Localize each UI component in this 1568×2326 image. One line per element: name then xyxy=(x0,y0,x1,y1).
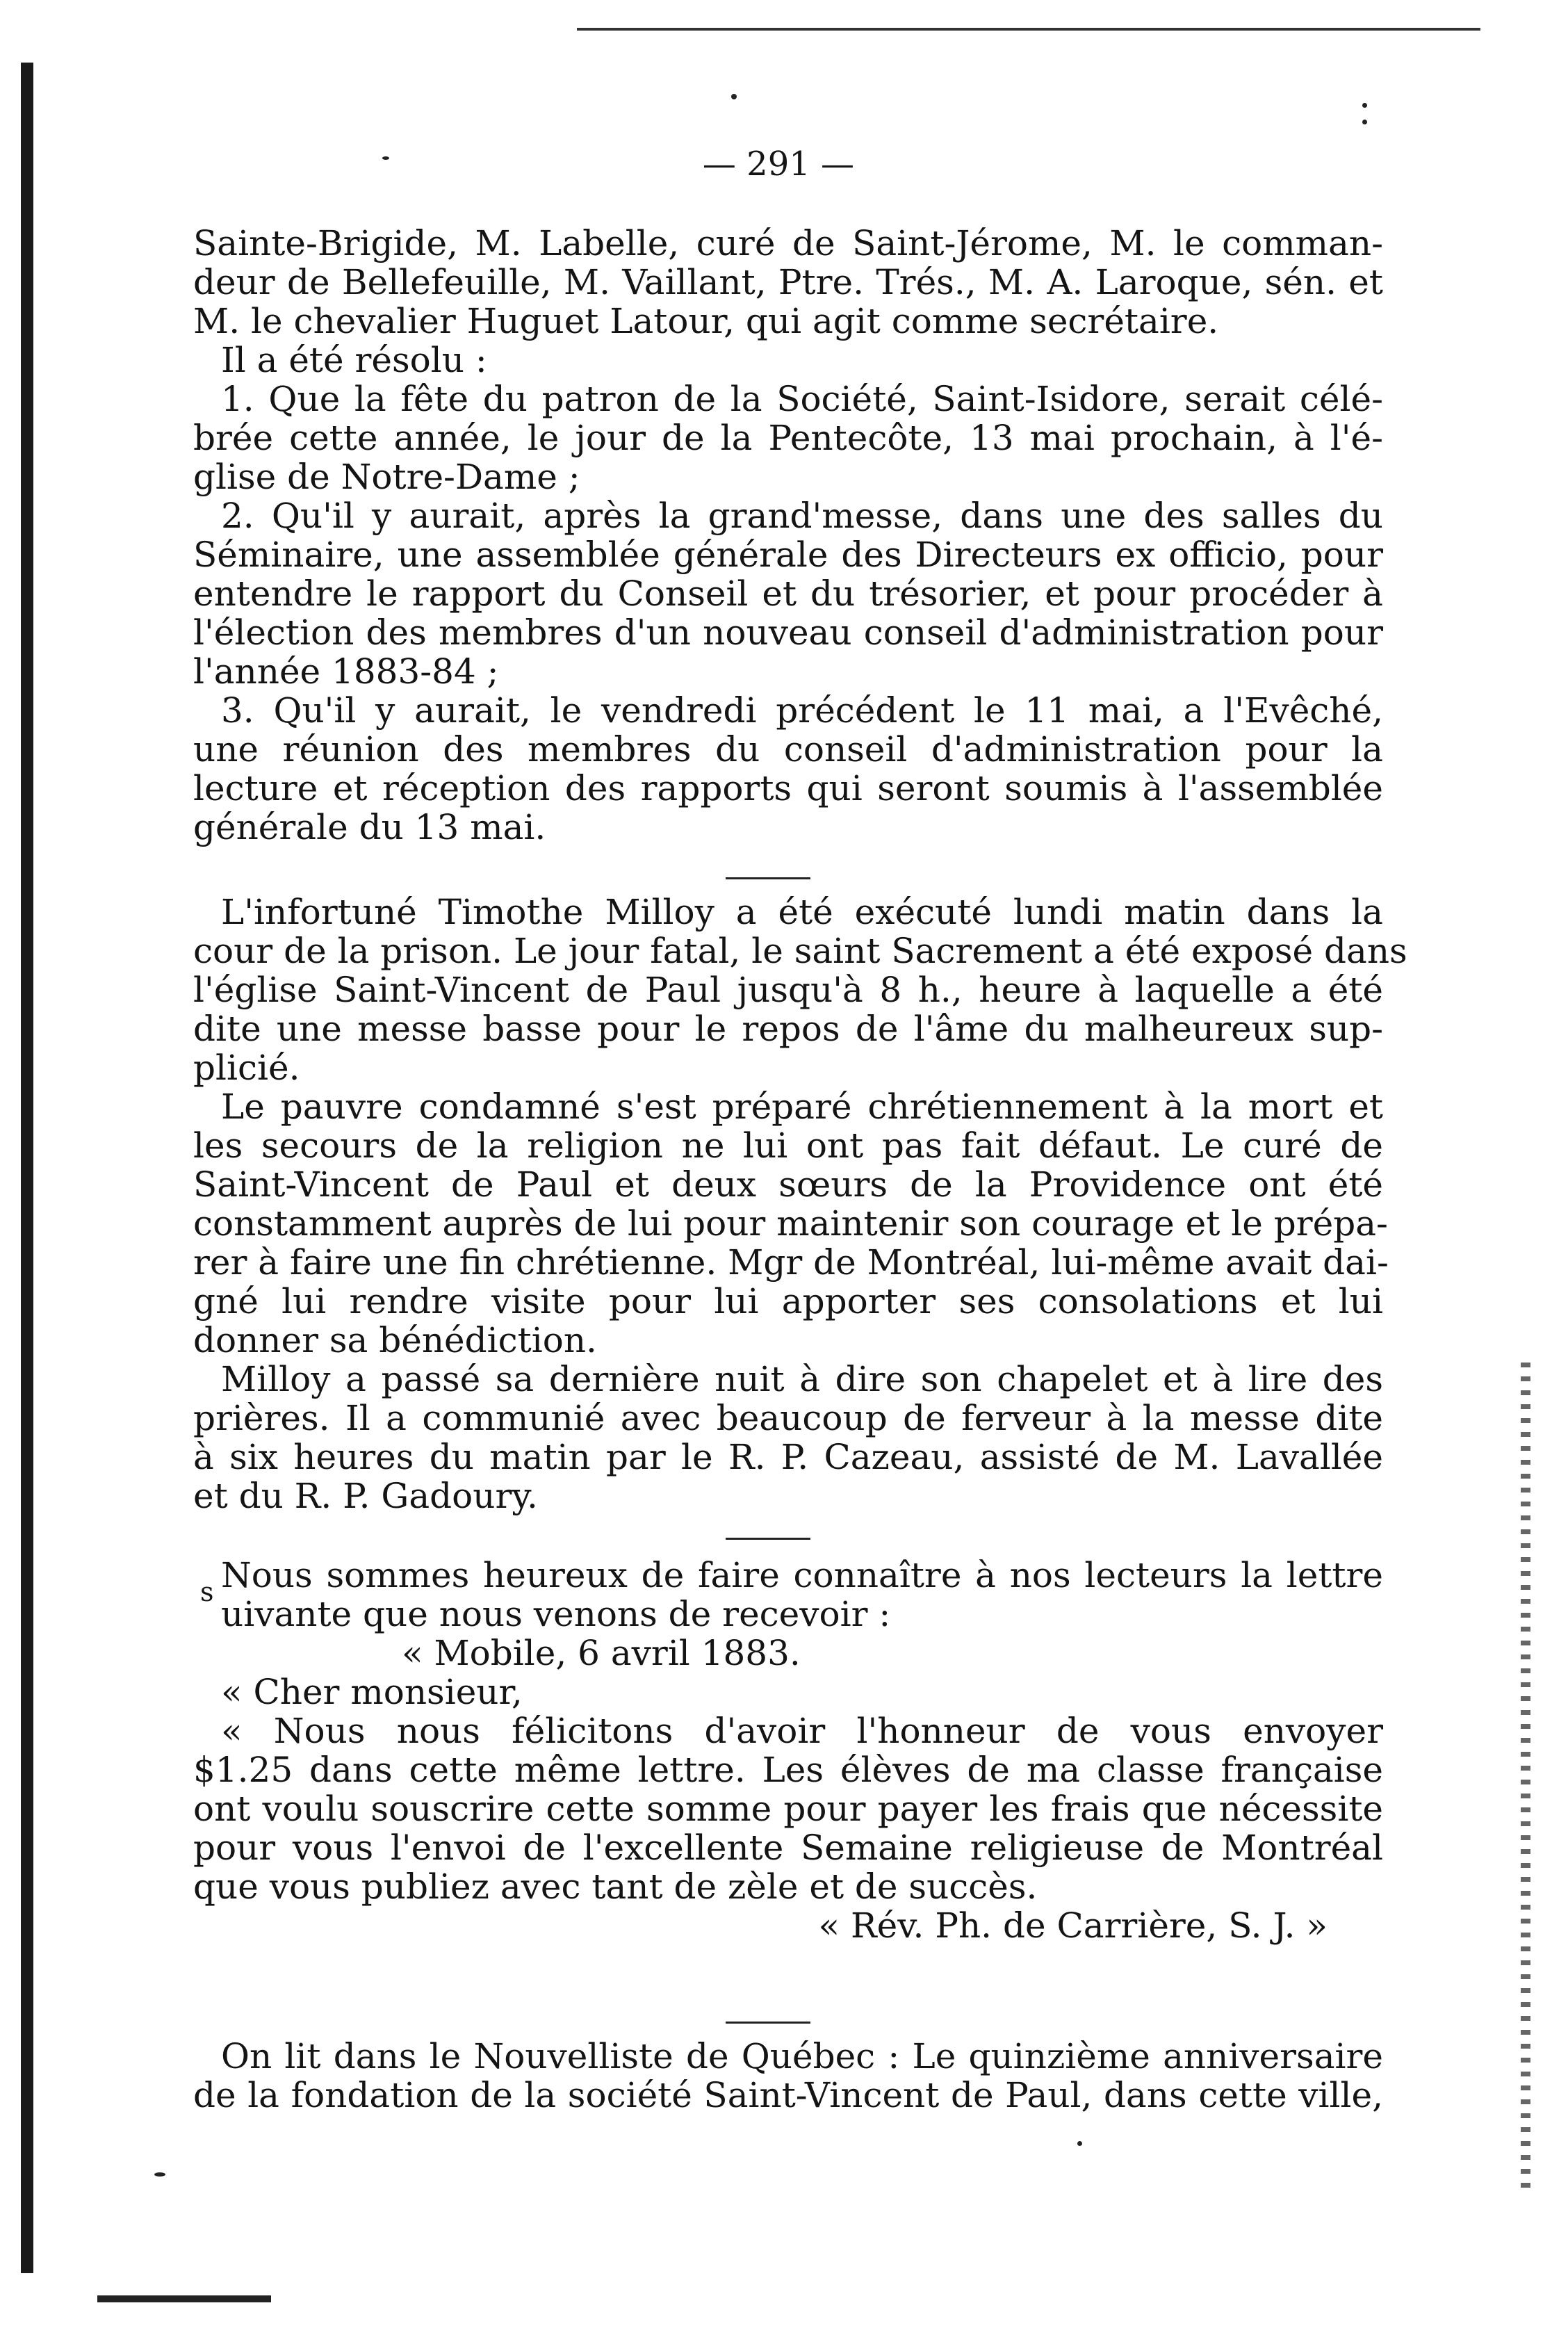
scan-speck xyxy=(154,2172,165,2177)
text-line: On lit dans le Nouvelliste de Québec : Le quinzième anniversaire xyxy=(221,2036,1383,2076)
text-line: L'infortuné Timothe Milloy a été exécuté lundi matin dans la xyxy=(221,892,1383,932)
text-line: que vous publiez avec tant de zèle et de succès. xyxy=(193,1867,1038,1907)
text-line: ont voulu souscrire cette somme pour payer les frais que nécessite xyxy=(193,1789,1383,1829)
scan-speck xyxy=(1077,2141,1082,2146)
section-divider xyxy=(726,877,810,879)
section-divider xyxy=(726,2022,810,2024)
letter-signature: « Rév. Ph. de Carrière, S. J. » xyxy=(818,1905,1328,1946)
text-line: brée cette année, le jour de la Pentecôte, 13 mai prochain, à l'é- xyxy=(193,418,1383,458)
page-number: — 291 — xyxy=(702,145,855,184)
text-line: M. le chevalier Huguet Latour, qui agit comme secrétaire. xyxy=(193,301,1219,341)
scan-speck xyxy=(731,94,737,99)
text-line: cour de la prison. Le jour fatal, le saint Sacrement a été exposé dans xyxy=(193,931,1407,971)
text-line: donner sa bénédiction. xyxy=(193,1320,597,1360)
margin-letter-s: s xyxy=(200,1577,214,1607)
text-line: une réunion des membres du conseil d'administration pour la xyxy=(193,729,1383,770)
text-line: prières. Il a communié avec beaucoup de ferveur à la messe dite xyxy=(193,1398,1383,1438)
text-line: et du R. P. Gadoury. xyxy=(193,1476,538,1516)
scan-right-edge xyxy=(1521,1363,1530,2190)
text-line: 3. Qu'il y aurait, le vendredi précédent le 11 mai, a l'Evêché, xyxy=(221,690,1383,731)
text-line: Nous sommes heureux de faire connaître à nos lecteurs la lettre xyxy=(221,1555,1383,1595)
letter-dateline: « Mobile, 6 avril 1883. xyxy=(402,1633,801,1673)
text-line: plicié. xyxy=(193,1048,300,1088)
text-line: l'église Saint-Vincent de Paul jusqu'à 8 h., heure à laquelle a été xyxy=(193,970,1383,1010)
text-line: les secours de la religion ne lui ont pas fait défaut. Le curé de xyxy=(193,1125,1383,1166)
text-line: uivante que nous venons de recevoir : xyxy=(221,1594,891,1634)
text-line: pour vous l'envoi de l'excellente Semaine religieuse de Montréal xyxy=(193,1828,1383,1868)
paragraph-mobile-letter xyxy=(193,1556,1383,1945)
scan-top-rule xyxy=(577,28,1480,31)
text-line: Il a été résolu : xyxy=(221,340,487,380)
text-line: « Nous nous félicitons d'avoir l'honneur de vous envoyer xyxy=(221,1711,1383,1751)
text-line: 1. Que la fête du patron de la Société, Saint-Isidore, serait célé- xyxy=(221,379,1383,419)
paragraph-society-meeting xyxy=(193,224,1383,847)
paragraph-nouvelliste xyxy=(193,2037,1383,2115)
text-line: Milloy a passé sa dernière nuit à dire son chapelet et à lire des xyxy=(221,1359,1383,1399)
scan-speck xyxy=(382,156,389,160)
scan-speck xyxy=(1362,103,1367,108)
text-line: à six heures du matin par le R. P. Cazeau, assisté de M. Lavallée xyxy=(193,1437,1383,1477)
text-line: entendre le rapport du Conseil et du trésorier, et pour procéder à xyxy=(193,574,1383,614)
text-line: Saint-Vincent de Paul et deux sœurs de la Providence ont été xyxy=(193,1164,1383,1205)
text-line: Le pauvre condamné s'est préparé chrétiennement à la mort et xyxy=(221,1087,1383,1127)
text-line: rer à faire une fin chrétienne. Mgr de Montréal, lui-même avait dai- xyxy=(193,1242,1389,1283)
scan-margin-bar xyxy=(21,63,33,2273)
scan-speck xyxy=(1362,120,1367,124)
paragraph-milloy-execution xyxy=(193,892,1407,1516)
text-line: l'élection des membres d'un nouveau conseil d'administration pour xyxy=(193,612,1383,653)
letter-salutation: « Cher monsieur, xyxy=(221,1672,523,1712)
text-line: générale du 13 mai. xyxy=(193,807,546,847)
scan-bottom-rule xyxy=(97,2295,271,2302)
text-line: Sainte-Brigide, M. Labelle, curé de Saint-Jérome, M. le comman- xyxy=(193,223,1383,263)
text-line: glise de Notre-Dame ; xyxy=(193,457,580,497)
text-line: Séminaire, une assemblée générale des Directeurs ex officio, pour xyxy=(193,535,1383,575)
text-line: l'année 1883-84 ; xyxy=(193,651,499,692)
text-line: 2. Qu'il y aurait, après la grand'messe, dans une des salles du xyxy=(221,496,1383,536)
section-divider xyxy=(726,1538,810,1540)
text-line: $1.25 dans cette même lettre. Les élèves de ma classe française xyxy=(193,1750,1383,1790)
text-line: dite une messe basse pour le repos de l'âme du malheureux sup- xyxy=(193,1009,1383,1049)
text-line: constamment auprès de lui pour maintenir son courage et le prépa- xyxy=(193,1203,1388,1244)
text-line: lecture et réception des rapports qui seront soumis à l'assemblée xyxy=(193,768,1383,808)
text-line: gné lui rendre visite pour lui apporter ses consolations et lui xyxy=(193,1281,1383,1321)
text-line: deur de Bellefeuille, M. Vaillant, Ptre. Trés., M. A. Laroque, sén. et xyxy=(193,262,1383,302)
text-line: de la fondation de la société Saint-Vincent de Paul, dans cette ville, xyxy=(193,2075,1383,2115)
